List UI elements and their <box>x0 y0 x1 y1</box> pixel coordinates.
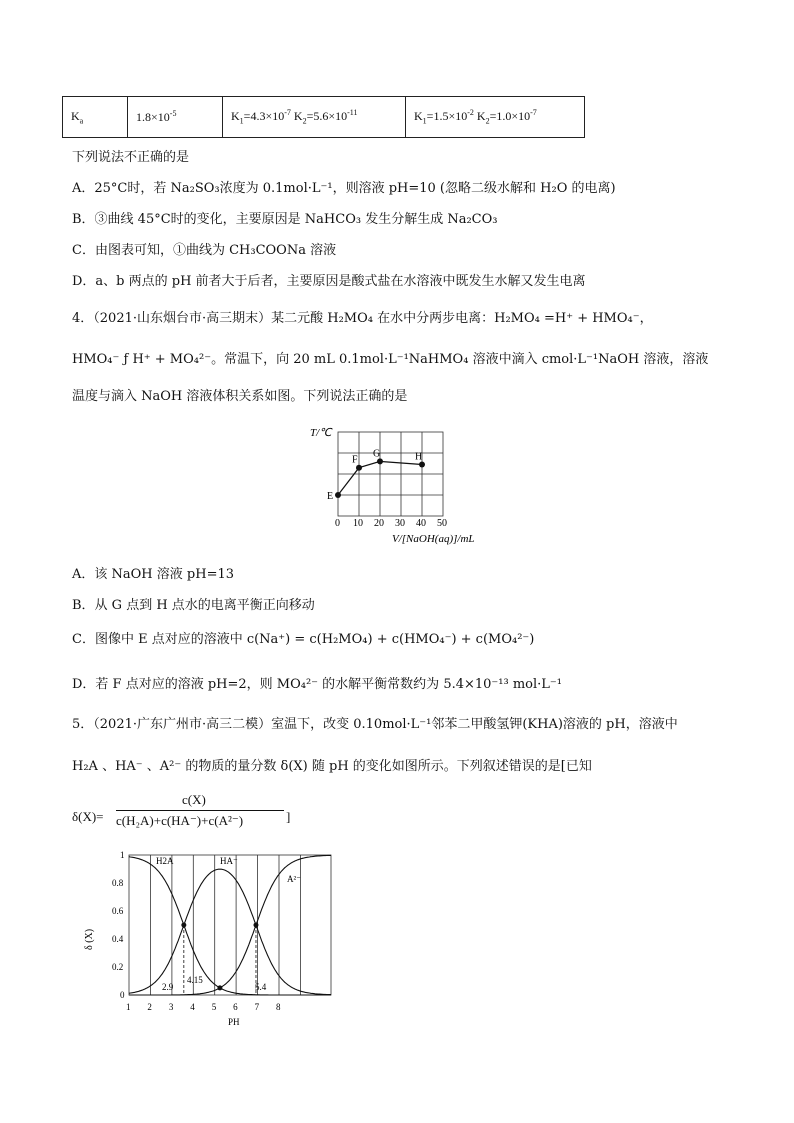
x-tick: 0 <box>335 518 340 529</box>
ka-acetic: $1.8\times 10^{-5}$ <box>136 109 177 124</box>
y-tick: 0.2 <box>112 962 124 972</box>
x-tick: 40 <box>416 518 426 529</box>
point-label: G <box>373 448 381 460</box>
x-tick: 30 <box>395 518 405 529</box>
point-label: E <box>327 491 334 502</box>
fraction-bar <box>116 810 284 811</box>
formula-lhs: δ(X)= <box>72 809 104 824</box>
intersection-point <box>253 923 258 928</box>
table-cell <box>223 97 406 138</box>
q4-option-a: A．该 NaOH 溶液 pH=13 <box>72 567 234 582</box>
y-axis-label: δ (X) <box>84 928 95 950</box>
x-tick: 10 <box>353 518 363 529</box>
q5-stem-line2: H₂A 、HA⁻ 、A²⁻ 的物质的量分数 δ(X) 随 pH 的变化如图所示。下列叙述错误的是[已知 <box>72 759 592 774</box>
y-axis-label: T/℃ <box>310 427 332 439</box>
y-tick: 0.4 <box>112 934 124 944</box>
x-tick: 3 <box>168 1002 174 1012</box>
table-row <box>63 97 585 138</box>
q3-option-d: D．a、b 两点的 pH 前者大于后者，主要原因是酸式盐在水溶液中既发生水解又发生电离 <box>72 274 586 289</box>
q3-option-a: A．25°C时，若 Na₂SO₃浓度为 0.1mol·L⁻¹，则溶液 pH=10 (忽略二级水解和 H₂O 的电离) <box>72 181 616 196</box>
y-tick-labels <box>112 850 125 1000</box>
point-label: H <box>415 451 423 463</box>
x-tick-labels <box>126 1002 281 1012</box>
table-cell <box>128 97 223 138</box>
ka-carbonic: $K_1=4.3\times 10^{-7}$ $K_2=5.6\times 10^{-11}$ <box>231 108 358 126</box>
q3-option-c: C．由图表可知，①曲线为 CH₃COONa 溶液 <box>72 243 337 258</box>
q4-option-b: B．从 G 点到 H 点水的电离平衡正向移动 <box>72 598 315 613</box>
q4-stem-line1: 4．（2021·山东烟台市·高三期末）某二元酸 H₂MO₄ 在水中分两步电离：H₂MO₄ =H⁺ + HMO₄⁻， <box>72 311 653 326</box>
q4-option-d: D．若 F 点对应的溶液 pH=2，则 MO₄²⁻ 的水解平衡常数约为 5.4×10⁻¹³ mol·L⁻¹ <box>72 677 562 692</box>
x-tick: 7 <box>254 1002 260 1012</box>
x-axis-label: PH <box>228 1017 240 1027</box>
series-labels <box>156 856 301 884</box>
y-tick: 0.6 <box>112 906 124 916</box>
x-tick: 4 <box>190 1002 195 1012</box>
y-tick: 1 <box>120 850 125 860</box>
annotation: 5.4 <box>255 982 267 992</box>
q4-stem-line3: 温度与滴入 NaOH 溶液体积关系如图。下列说法正确的是 <box>72 389 408 404</box>
ka-sulfurous: $K_1=1.5\times 10^{-2}$ $K_2=1.0\times 10^{-7}$ <box>414 108 537 126</box>
x-tick: 8 <box>276 1002 281 1012</box>
x-tick: 6 <box>233 1002 238 1012</box>
point-label: F <box>352 454 358 466</box>
distribution-chart <box>78 846 348 1031</box>
q5-stem-line1: 5．（2021·广东广州市·高三二模）室温下，改变 0.10mol·L⁻¹邻苯二甲酸氢钾(KHA)溶液的 pH，溶液中 <box>72 717 678 732</box>
table-cell <box>406 97 585 138</box>
ka-symbol: $K_a$ <box>71 108 84 126</box>
x-tick: 50 <box>437 518 447 529</box>
series-label-ha: HA⁻ <box>220 856 238 866</box>
x-tick-labels <box>335 518 447 529</box>
intersection-point <box>217 985 222 990</box>
table-cell <box>63 97 128 138</box>
x-tick: 20 <box>374 518 384 529</box>
formula-denominator: c(H₂A)+c(HA⁻)+c(A²⁻) <box>116 813 244 828</box>
annotation: 4.15 <box>187 975 203 985</box>
y-tick: 0 <box>120 990 125 1000</box>
q3-option-b: B．③曲线 45°C时的变化，主要原因是 NaHCO₃ 发生分解生成 Na₂CO₃ <box>72 212 498 227</box>
q4-option-c: C．图像中 E 点对应的溶液中 c(Na⁺) = c(H₂MO₄) + c(HMO₄⁻) + c(MO₄²⁻) <box>72 632 535 647</box>
x-tick: 2 <box>147 1002 152 1012</box>
x-tick: 5 <box>211 1002 217 1012</box>
x-tick: 1 <box>126 1002 131 1012</box>
q4-stem-line2: HMO₄⁻ ƒ H⁺ + MO₄²⁻。常温下，向 20 mL 0.1mol·L⁻¹NaHMO₄ 溶液中滴入 cmol·L⁻¹NaOH 溶液，溶液 <box>72 352 709 367</box>
series-label-h2a: H2A <box>156 856 174 866</box>
formula-numerator: c(X) <box>182 792 206 807</box>
chart-marks <box>327 448 425 502</box>
y-tick: 0.8 <box>112 878 124 888</box>
annotation: 2.9 <box>162 982 174 992</box>
q3-prompt: 下列说法不正确的是 <box>72 150 190 165</box>
data-point <box>335 492 341 498</box>
intersection-point <box>181 923 186 928</box>
temperature-chart <box>300 418 510 548</box>
ka-table <box>62 96 585 138</box>
formula-close: ] <box>286 809 291 824</box>
x-axis-label: V/[NaOH(aq)]/mL <box>392 533 475 545</box>
series-label-a2: A²⁻ <box>287 874 301 884</box>
